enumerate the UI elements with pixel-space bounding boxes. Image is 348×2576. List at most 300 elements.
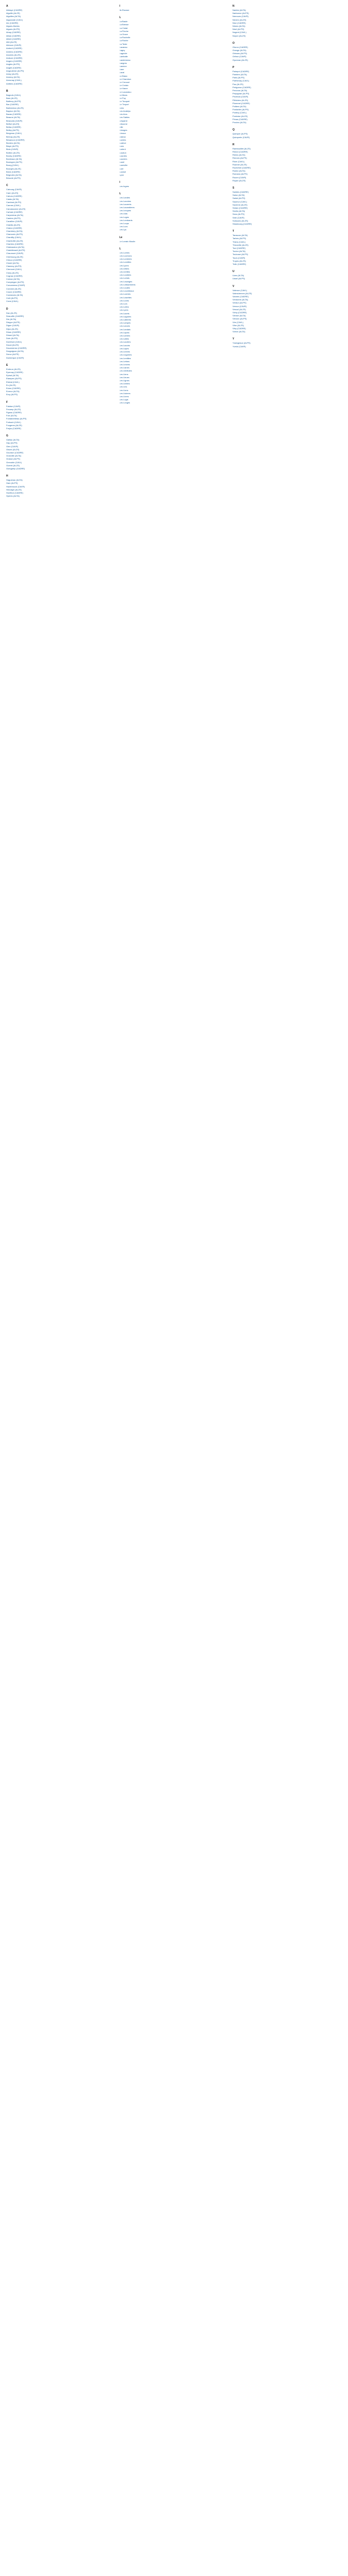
index-entry-link[interactable]: Frejus (CADRE) [6, 427, 21, 430]
index-entry-link[interactable]: Nimes (ALTA) [233, 25, 245, 28]
index-entry-link[interactable]: Uzes (ALTA) [233, 274, 244, 277]
index-entry-link[interactable]: Albert (CADRE) [6, 37, 21, 40]
index-entry-link[interactable]: Cosne (CADRE) [6, 290, 22, 293]
index-entry-link[interactable]: Bayeux (ALTA) [6, 109, 20, 112]
index-entry-link[interactable]: Hazebrouck (CAVR) [6, 485, 25, 488]
index-entry-link[interactable]: Gaillac (ALTA) [6, 438, 20, 442]
index-entry-link[interactable]: Narbonne (ALPS) [233, 12, 249, 15]
index-entry-link[interactable]: Aix (CADRE) [6, 21, 19, 24]
index-entry-link[interactable]: Clamecy (ALPS) [6, 265, 22, 268]
index-entry-link[interactable]: Bergerac (CAVL) [6, 132, 22, 135]
index-entry-link[interactable]: Bondy (CADRE) [6, 154, 22, 157]
index-entry-link[interactable]: La Teste [119, 42, 127, 45]
index-entry-link[interactable]: Les Lieues [119, 376, 129, 379]
index-entry-link[interactable]: Chinon (CADRE) [6, 258, 22, 261]
index-entry-link[interactable]: Paris (ALPS) [233, 76, 245, 79]
index-entry-link[interactable]: Les Landes [119, 196, 130, 199]
index-entry-link[interactable]: Chablis (ALZS) [6, 223, 21, 226]
index-entry-link[interactable]: Sete (CAVR) [233, 216, 244, 219]
index-entry-link[interactable]: Brioude (ALPS) [6, 177, 21, 180]
index-entry-link[interactable]: Barbezieux (ALZS) [6, 106, 24, 109]
index-entry-link[interactable]: Les Laitieres [119, 318, 131, 321]
index-entry-link[interactable]: Angles (ALPS) [6, 63, 20, 66]
index-entry-link[interactable]: Chaumont (CAVR) [6, 252, 24, 255]
index-entry-link[interactable]: Antibes (CADRE) [6, 82, 23, 85]
index-entry-link[interactable]: Rouen (CAVR) [233, 176, 246, 179]
index-entry-link[interactable]: Toul (CADRE) [233, 246, 246, 249]
index-entry-link[interactable]: Lure [119, 167, 124, 170]
index-entry-link[interactable]: Laval [119, 71, 125, 74]
index-entry-link[interactable]: Valenciennes (ALZS) [233, 292, 252, 295]
index-entry-link[interactable]: Nogent (CAVL) [233, 31, 246, 34]
index-entry-link[interactable]: Lons [119, 145, 124, 148]
index-entry-link[interactable]: Ile-Rousse [119, 9, 129, 11]
index-entry-link[interactable]: Cannes (CAVL) [6, 204, 21, 207]
index-entry-link[interactable]: Lunel [119, 161, 125, 164]
index-entry-link[interactable]: Les Lanches [119, 199, 131, 202]
index-entry-link[interactable]: Belfort (ALZS) [6, 122, 20, 125]
index-entry-link[interactable]: Granville (ALTA) [6, 454, 21, 457]
index-entry-link[interactable]: Yssingeaux (ALPS) [233, 342, 251, 345]
index-entry-link[interactable]: Les Luisettes [119, 296, 132, 299]
index-entry-link[interactable]: Privas (CADRE) [233, 117, 247, 121]
index-entry-link[interactable]: Le Puy [119, 97, 126, 100]
index-entry-link[interactable]: Les Ingres [119, 185, 129, 188]
index-entry-link[interactable]: Honfleur (CADRE) [6, 492, 23, 495]
index-entry-link[interactable]: Castres (ALPS) [6, 217, 21, 220]
index-entry-link[interactable]: Les Levees [119, 363, 130, 366]
index-entry-link[interactable]: Langres [119, 61, 127, 64]
index-entry-link[interactable]: Le Creusot [119, 81, 130, 84]
index-entry-link[interactable]: Colmar (ALTA) [6, 278, 20, 281]
index-entry-link[interactable]: Les Lentilles [119, 357, 131, 360]
index-entry-link[interactable]: Les Lyons [119, 264, 129, 267]
index-entry-link[interactable]: Chantilly (CAVL) [6, 236, 22, 239]
index-entry-link[interactable]: Caen (ALZS) [6, 191, 19, 194]
index-entry-link[interactable]: Les Loups [119, 222, 129, 225]
index-entry-link[interactable]: Coutances (ALTA) [6, 294, 23, 297]
index-entry-link[interactable]: La Rochelle [119, 36, 130, 39]
index-entry-link[interactable]: Angers (CADRE) [6, 60, 22, 63]
index-entry-link[interactable]: La Bresse [119, 23, 129, 26]
index-entry-link[interactable]: Paimpol (CADRE) [233, 70, 250, 73]
index-entry-link[interactable]: Les Lianes [119, 366, 129, 369]
index-entry-link[interactable]: Douarnenez (CADRE) [6, 346, 27, 349]
index-entry-link[interactable]: Provins (ALTA) [233, 121, 246, 124]
index-entry-link[interactable]: Dreux (ALPS) [6, 353, 19, 356]
index-entry-link[interactable]: Aiguilles (ALTA) [6, 15, 21, 18]
index-entry-link[interactable]: Les Losanges [119, 280, 132, 283]
index-entry-link[interactable]: Romans (ALPS) [233, 173, 247, 176]
index-entry-link[interactable]: Lacanau [119, 45, 127, 48]
index-entry-link[interactable]: Pontivy (CAVL) [233, 111, 247, 114]
index-entry-link[interactable]: Voiron (ALTA) [233, 330, 245, 333]
index-entry-link[interactable]: Les Lignes [119, 379, 129, 382]
index-entry-link[interactable]: Vernon (CAVR) [233, 304, 247, 308]
index-entry-link[interactable]: Pamiers (ALTA) [233, 73, 247, 76]
index-entry-link[interactable]: Creil (ALPS) [6, 297, 18, 300]
index-entry-link[interactable]: Roanne (ALZS) [233, 163, 247, 166]
index-entry-link[interactable]: Carhaix (CADRE) [6, 210, 23, 213]
index-entry-link[interactable]: Luneville [119, 164, 128, 167]
index-entry-link[interactable]: Charleville (ALZS) [6, 239, 23, 242]
index-entry-link[interactable]: Strasbourg (CADRE) [233, 222, 252, 225]
index-entry-link[interactable]: Cognac (CADRE) [6, 274, 23, 277]
index-entry-link[interactable]: Brest (CADRE) [6, 170, 21, 173]
index-entry-link[interactable]: Valence (CAVL) [233, 289, 247, 292]
index-entry-link[interactable]: Les Lapins [119, 331, 129, 334]
index-entry-link[interactable]: Tulle (CADRE) [233, 263, 246, 265]
index-entry-link[interactable]: Limoux [119, 132, 126, 135]
index-entry-link[interactable]: Les Layes [119, 347, 129, 350]
index-entry-link[interactable]: Cavaillon (CAVR) [6, 220, 23, 223]
index-entry-link[interactable]: Le Havre [119, 87, 128, 90]
index-entry-link[interactable]: La Fleche [119, 29, 129, 32]
index-entry-link[interactable]: La Ciotat [119, 26, 128, 29]
index-entry-link[interactable]: Libourne [119, 122, 128, 125]
index-entry-link[interactable]: Pontarlier (ALPS) [233, 108, 249, 111]
index-entry-link[interactable]: Digne (CAVR) [6, 324, 20, 327]
index-entry-link[interactable]: Les Liens [119, 372, 128, 376]
index-entry-link[interactable]: Clermont (CAVL) [6, 268, 22, 271]
index-entry-link[interactable]: Lens [119, 106, 124, 109]
index-entry-link[interactable]: Ploermel (CADRE) [233, 101, 250, 105]
index-entry-link[interactable]: Les Landais [119, 328, 131, 331]
index-entry-link[interactable]: Chateaudun (ALTA) [6, 246, 24, 249]
index-entry-link[interactable]: La Grave [119, 33, 128, 36]
index-entry-link[interactable]: Dunkerque (CAVR) [6, 356, 24, 359]
index-entry-link[interactable]: Bellac (CADRE) [6, 125, 21, 128]
index-entry-link[interactable]: Compiegne (ALPS) [6, 281, 24, 284]
index-entry-link[interactable]: Saintes (CADRE) [233, 190, 249, 193]
index-entry-link[interactable]: Orange (ALTA) [233, 49, 246, 52]
index-entry-link[interactable]: Le Lorrain Moulin [119, 240, 136, 243]
index-entry-link[interactable]: Les Lotissements [119, 283, 136, 286]
index-entry-link[interactable]: Ainay (CADRE) [6, 31, 21, 34]
index-entry-link[interactable]: Le Touquet [119, 100, 130, 103]
index-entry-link[interactable]: Evreux (ALTA) [6, 390, 20, 393]
index-entry-link[interactable]: Abbaye (CADRE) [6, 9, 23, 11]
index-entry-link[interactable]: Dieppe (ALPS) [6, 321, 20, 324]
index-entry-link[interactable]: Hendaye (ALZS) [6, 488, 22, 491]
index-entry-link[interactable]: Draguignan (ALTA) [6, 350, 24, 353]
index-entry-link[interactable]: Les Lisieres [119, 392, 130, 395]
index-entry-link[interactable]: Les Lilas [119, 212, 128, 215]
index-entry-link[interactable]: Les Lettres [119, 360, 130, 363]
index-entry-link[interactable]: Les Lagunes [119, 315, 131, 318]
index-entry-link[interactable]: Toulon (ALTA) [233, 250, 245, 253]
index-entry-link[interactable]: Chatellerault (ALPS) [6, 249, 25, 252]
index-entry-link[interactable]: Beaune (ALTA) [6, 116, 20, 119]
index-entry-link[interactable]: Perpignan (ALPS) [233, 92, 250, 95]
index-entry-link[interactable]: Laon [119, 68, 124, 71]
index-entry-link[interactable]: Les Lauriers [119, 341, 131, 344]
index-entry-link[interactable]: Etampes (ALPS) [6, 377, 22, 380]
index-entry-link[interactable]: Grasse (ALPS) [6, 457, 20, 461]
index-entry-link[interactable]: Les Lombards [119, 218, 132, 222]
index-entry-link[interactable]: Tarbes (ALPS) [233, 237, 246, 240]
index-entry-link[interactable]: Vitry (CADRE) [233, 327, 246, 330]
index-entry-link[interactable]: Bernay (ALZS) [6, 135, 20, 138]
index-entry-link[interactable]: Saverne (ALZS) [233, 203, 247, 206]
index-entry-link[interactable]: Eu (ALZS) [6, 383, 16, 386]
index-entry-link[interactable]: Les Lucerons [119, 255, 132, 257]
index-entry-link[interactable]: Tarascon (ALTA) [233, 234, 248, 237]
index-entry-link[interactable]: Reims (ALTA) [233, 154, 245, 157]
index-entry-link[interactable]: Perigueux (CADRE) [233, 86, 251, 89]
index-entry-link[interactable]: La Roche [119, 39, 128, 42]
index-entry-link[interactable]: Bain (ALZS) [6, 97, 18, 100]
index-entry-link[interactable]: Bourges (ALZS) [6, 167, 21, 170]
index-entry-link[interactable]: Foix (ALTA) [6, 414, 17, 417]
index-entry-link[interactable]: Aigurande (CAVL) [6, 18, 23, 21]
index-entry-link[interactable]: Les Lirettes [119, 270, 130, 274]
index-entry-link[interactable]: Fontainebleau (ALPS) [6, 417, 27, 420]
index-entry-link[interactable]: Boulogne (ALPS) [6, 161, 22, 164]
index-entry-link[interactable]: Blaye (ALPS) [6, 145, 19, 148]
index-entry-link[interactable]: Chambery (ALTA) [6, 230, 23, 232]
index-entry-link[interactable]: Anglet (CADRE) [6, 66, 22, 69]
index-entry-link[interactable]: Les Lavandieres [119, 206, 135, 209]
index-entry-link[interactable]: Pithiviers (ALZS) [233, 98, 248, 101]
index-entry-link[interactable]: Le Chambon [119, 77, 131, 80]
index-entry-link[interactable]: Les Lunettes [119, 261, 131, 264]
index-entry-link[interactable]: Sarlat (ALPS) [233, 197, 245, 200]
index-entry-link[interactable]: Amiens (CADRE) [6, 50, 23, 53]
index-entry-link[interactable]: Alban (CADRE) [6, 34, 21, 37]
index-entry-link[interactable]: Alencon (CAVR) [6, 44, 22, 47]
index-entry-link[interactable]: Condom (ALZS) [6, 287, 21, 290]
index-entry-link[interactable]: Les Leches [119, 350, 130, 353]
index-entry-link[interactable]: Crest (CAVL) [6, 300, 19, 303]
index-entry-link[interactable]: Les Lances [119, 325, 130, 328]
index-entry-link[interactable]: Les Lorries [119, 251, 130, 254]
index-entry-link[interactable]: Les Lumieres [119, 258, 132, 261]
index-entry-link[interactable]: Falaise (CAVR) [6, 404, 21, 408]
index-entry-link[interactable]: Tours (CAVR) [233, 256, 245, 259]
index-entry-link[interactable]: Die (ALTA) [6, 318, 16, 321]
index-entry-link[interactable]: Evry (ALPS) [6, 393, 18, 396]
index-entry-link[interactable]: Les Sables [119, 116, 130, 119]
index-entry-link[interactable]: Les Loriots [119, 277, 130, 280]
index-entry-link[interactable]: Bazas (CADRE) [6, 113, 21, 116]
index-entry-link[interactable]: Anduze (CADRE) [6, 57, 23, 60]
index-entry-link[interactable]: Yvetot (CAVR) [233, 345, 246, 348]
index-entry-link[interactable]: Lourdes [119, 154, 127, 157]
index-entry-link[interactable]: Pezenas (CAVR) [233, 95, 248, 98]
index-entry-link[interactable]: Luxeuil [119, 170, 126, 173]
index-entry-link[interactable]: Les Limites [119, 382, 130, 385]
index-entry-link[interactable]: Bourg (CAVL) [6, 164, 19, 167]
index-entry-link[interactable]: Bolbec (ALZS) [6, 151, 20, 154]
index-entry-link[interactable]: Quimper (ALPS) [233, 132, 248, 135]
index-entry-link[interactable]: Ussel (ALPS) [233, 277, 245, 280]
index-entry-link[interactable]: Limoges [119, 129, 127, 132]
index-entry-link[interactable]: Dax (ALZS) [6, 311, 17, 314]
index-entry-link[interactable]: Lille [119, 125, 123, 128]
index-entry-link[interactable]: Carpentras (ALTA) [6, 213, 23, 216]
index-entry-link[interactable]: Chalon (CADRE) [6, 226, 22, 229]
index-entry-link[interactable]: Bagnols (CAVL) [6, 93, 21, 96]
index-entry-link[interactable]: Besancon (CADRE) [6, 138, 25, 141]
index-entry-link[interactable]: Lorient [119, 148, 126, 151]
index-entry-link[interactable]: Oloron (CADRE) [233, 45, 248, 48]
index-entry-link[interactable]: Chamonix (ALPS) [6, 233, 23, 236]
index-entry-link[interactable]: Les Laurents [119, 202, 131, 206]
index-entry-link[interactable]: Niort (ALPS) [233, 28, 244, 31]
index-entry-link[interactable]: Poitiers (ALTA) [233, 105, 246, 108]
index-entry-link[interactable]: Rennes (ALPS) [233, 157, 247, 160]
index-entry-link[interactable]: Ancenis (ALZS) [6, 53, 21, 56]
index-entry-link[interactable]: Le Croisic [119, 84, 129, 87]
index-entry-link[interactable]: Orthez (CAVR) [233, 55, 246, 58]
index-entry-link[interactable]: Ambert (CADRE) [6, 47, 22, 50]
index-entry-link[interactable]: Guingamp (CADRE) [6, 467, 25, 470]
index-entry-link[interactable]: Les Libellules [119, 369, 132, 372]
index-entry-link[interactable]: Cherbourg (ALZS) [6, 255, 23, 258]
index-entry-link[interactable]: Albi (ALZS) [6, 41, 17, 44]
index-entry-link[interactable]: Les Lunes [119, 299, 129, 302]
index-entry-link[interactable]: Vire (CAVL) [233, 320, 243, 324]
index-entry-link[interactable]: Brignoles (ALTA) [6, 173, 22, 176]
index-entry-link[interactable]: Haguenau (ALTA) [6, 479, 23, 482]
index-entry-link[interactable]: Soissons (ALZS) [233, 219, 248, 222]
index-entry-link[interactable]: Forbach (CAVL) [6, 420, 21, 423]
index-entry-link[interactable]: Les Lucs [119, 225, 128, 228]
index-entry-link[interactable]: Pontoise (ALZS) [233, 114, 248, 117]
index-entry-link[interactable]: Embrun (ALZS) [6, 367, 21, 370]
index-entry-link[interactable]: Lamballe [119, 55, 128, 58]
index-entry-link[interactable]: Lyon [119, 173, 124, 176]
index-entry-link[interactable]: Dinan (CADRE) [6, 330, 21, 333]
index-entry-link[interactable]: Les Lacets [119, 312, 129, 315]
index-entry-link[interactable]: Orleans (ALPS) [233, 52, 247, 55]
index-entry-link[interactable]: Cluny (ALZS) [6, 271, 19, 274]
index-entry-link[interactable]: Sens (ALPS) [233, 213, 245, 216]
index-entry-link[interactable]: Ham (ALPS) [6, 482, 18, 485]
index-entry-link[interactable]: Lisieux [119, 135, 126, 138]
index-entry-link[interactable]: Cholet (ALTA) [6, 262, 19, 265]
index-entry-link[interactable]: Figeac (CADRE) [6, 411, 22, 414]
index-entry-link[interactable]: Blois (CAVR) [6, 148, 19, 151]
index-entry-link[interactable]: Les Louveteaux [119, 290, 134, 293]
index-entry-link[interactable]: Les Lavoirs [119, 344, 130, 347]
index-entry-link[interactable]: Annonay (CAVL) [6, 79, 22, 82]
index-entry-link[interactable]: Oyonnax (ALZS) [233, 58, 248, 61]
index-entry-link[interactable]: Le Mans [119, 93, 127, 96]
index-entry-link[interactable]: Loches [119, 138, 126, 141]
index-entry-link[interactable]: Fecamp (ALZS) [6, 408, 21, 411]
index-entry-link[interactable]: Aigues (ALPS) [6, 28, 20, 31]
index-entry-link[interactable]: Les Lions [119, 388, 128, 392]
index-entry-link[interactable]: Sedan (CADRE) [233, 206, 248, 209]
index-entry-link[interactable]: Les Loubiers [119, 274, 131, 277]
index-entry-link[interactable]: Calais (ALTA) [6, 197, 19, 200]
index-entry-link[interactable]: Les Arcs [119, 113, 127, 116]
index-entry-link[interactable]: Riom (CAVL) [233, 160, 245, 163]
index-entry-link[interactable]: Les Longes [119, 401, 130, 404]
index-entry-link[interactable]: Domfront (CAVL) [6, 340, 22, 343]
index-entry-link[interactable]: Pau (ALZS) [233, 82, 243, 86]
index-entry-link[interactable]: Les Lampes [119, 321, 131, 325]
index-entry-link[interactable]: Rambouillet (ALZS) [233, 147, 251, 150]
index-entry-link[interactable]: Fougeres (ALZS) [6, 423, 22, 427]
index-entry-link[interactable]: Nantes (ALTA) [233, 9, 246, 11]
index-entry-link[interactable]: Beziers (ALTA) [6, 141, 20, 144]
index-entry-link[interactable]: Anizy (ALZS) [6, 73, 19, 76]
index-entry-link[interactable]: Loudun [119, 151, 126, 154]
index-entry-link[interactable]: Les Lyres [119, 309, 128, 312]
index-entry-link[interactable]: Royan (ALZS) [233, 179, 246, 182]
index-entry-link[interactable]: Vendome (ALTA) [233, 298, 248, 301]
index-entry-link[interactable]: Les Logis [119, 398, 128, 401]
index-entry-link[interactable]: Gien (CAVR) [6, 445, 19, 448]
index-entry-link[interactable]: Vierzon (ALPS) [233, 317, 247, 320]
index-entry-link[interactable]: Thiers (CAVL) [233, 240, 246, 243]
index-entry-link[interactable]: Cambrai (ALPS) [6, 201, 22, 204]
index-entry-link[interactable]: Les Lurs [119, 302, 127, 306]
index-entry-link[interactable]: Vesoul (ALZS) [233, 308, 246, 311]
index-entry-link[interactable]: Quimperle (CAVR) [233, 135, 250, 139]
index-entry-link[interactable]: Epinal (ALTA) [6, 374, 19, 377]
index-entry-link[interactable]: Les Lutins [119, 306, 129, 309]
index-entry-link[interactable]: Redon (CADRE) [233, 150, 248, 153]
index-entry-link[interactable]: Les Lecques [119, 209, 131, 212]
index-entry-link[interactable]: Les Lins [119, 385, 127, 388]
index-entry-link[interactable]: Landerneau [119, 58, 130, 61]
index-entry-link[interactable]: Les Legumes [119, 353, 132, 357]
index-entry-link[interactable]: Parthenay (CAVL) [233, 79, 250, 82]
index-entry-link[interactable]: Vannes (CADRE) [233, 295, 249, 298]
index-entry-link[interactable]: Beauvais (CAVR) [6, 119, 23, 122]
index-entry-link[interactable]: Gueret (ALZS) [6, 464, 20, 467]
index-entry-link[interactable]: Hyeres (ALTA) [6, 495, 20, 498]
index-entry-link[interactable]: Bar (CADRE) [6, 103, 19, 106]
index-entry-link[interactable]: Gap (ALPS) [6, 442, 18, 445]
index-entry-link[interactable]: Les Loudes [119, 286, 130, 290]
index-entry-link[interactable]: Lannion [119, 65, 127, 68]
index-entry-link[interactable]: Lodeve [119, 141, 126, 144]
index-entry-link[interactable]: Rochefort (CADRE) [233, 166, 251, 169]
index-entry-link[interactable]: Laguiole [119, 52, 127, 55]
index-entry-link[interactable]: Les Lys [119, 228, 127, 231]
index-entry-link[interactable]: Aiguille (ALZS) [6, 12, 20, 15]
index-entry-link[interactable]: Le Lavandou [119, 90, 131, 93]
index-entry-link[interactable]: Carcassonne (ALZS) [6, 207, 26, 210]
index-entry-link[interactable]: Les Lattes [119, 337, 129, 341]
index-entry-link[interactable]: Le Treport [119, 103, 129, 106]
index-entry-link[interactable]: Dole (ALPS) [6, 337, 18, 340]
index-entry-link[interactable]: Lagny [119, 49, 125, 52]
index-entry-link[interactable]: Vichy (CADRE) [233, 311, 247, 314]
index-entry-link[interactable]: Bordeaux (ALTA) [6, 157, 22, 160]
index-entry-link[interactable]: Annecy (ALTA) [6, 76, 20, 79]
index-entry-link[interactable]: Epernay (CADRE) [6, 370, 23, 374]
index-entry-link[interactable]: Lesparre [119, 119, 128, 122]
index-entry-link[interactable]: Les Larmes [119, 334, 130, 337]
index-entry-link[interactable]: Les Livres [119, 395, 129, 398]
index-entry-link[interactable]: Evian (CADRE) [6, 386, 21, 389]
index-entry-link[interactable]: Les Lozeres [119, 293, 131, 296]
index-entry-link[interactable]: Nevers (ALZS) [233, 18, 246, 21]
index-entry-link[interactable]: Thionville (ALZS) [233, 243, 248, 246]
index-entry-link[interactable]: Troyes (ALZS) [233, 259, 246, 262]
index-entry-link[interactable]: Vienne (ALTA) [233, 314, 246, 317]
index-entry-link[interactable]: Gourdon (CADRE) [6, 451, 24, 454]
index-entry-link[interactable]: Rodez (ALTA) [233, 170, 245, 173]
index-entry-link[interactable]: Concarneau (CAVR) [6, 284, 25, 287]
index-entry-link[interactable]: Belley (ALPS) [6, 129, 19, 132]
